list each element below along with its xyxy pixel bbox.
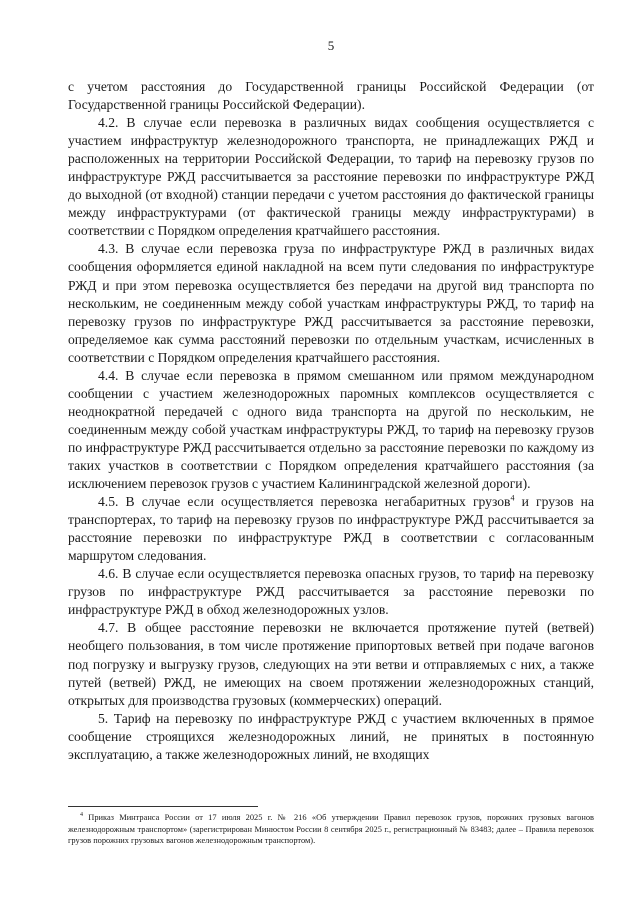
- footnote-reference[interactable]: 4: [510, 493, 515, 503]
- paragraph-4-7: 4.7. В общее расстояние перевозки не включается протяжение путей (ветвей) необщего пользования, в том числе протяжение припортовых ветвей при подаче вагонов под погрузку и выгрузку грузов, следующих на эти ветви и отправляемых с них, а также путей (ветвей) РЖД, не имеющих на своем протяжении железнодорожных станций, открытых для производства грузовых (коммерческих) операций.: [68, 620, 594, 708]
- document-body: [68, 78, 594, 764]
- paragraph-4-6: 4.6. В случае если осуществляется перевозка опасных грузов, то тариф на перевозку грузов по инфраструктуре РЖД рассчитывается за расстояние перевозки по инфраструктуре РЖД в обход железнодорожных узлов.: [68, 566, 594, 618]
- paragraph-4-5-text-after: и грузов на транспортерах, то тариф на перевозку грузов по инфраструктуре РЖД рассчитывается за расстояние перевозки по инфраструктуре РЖД в соответствии с согласованным маршрутом следования.: [68, 494, 594, 564]
- paragraph-continuation: с учетом расстояния до Государственной границы Российской Федерации (от Государственной границы Российской Федерации).: [68, 79, 594, 113]
- footnote-text: Приказ Минтранса России от 17 июля 2025 г. № 216 «Об утверждении Правил перевозок грузов, порожних грузовых вагонов железнодорожным транспортом» (зарегистрирован Минюстом России 8 сентября 2025 г., регистрационный № 83483; далее – Правила перевозок грузов порожних грузовых вагонов железнодорожным транспортом).: [68, 813, 594, 845]
- paragraph-4-5: [68, 493, 594, 565]
- page-number: 5: [327, 38, 335, 53]
- paragraph-4-4: 4.4. В случае если перевозка в прямом смешанном или прямом международном сообщении с участием железнодорожных паромных комплексов осуществляется с неоднократной передачей с одного вида транспорта на другой по нескольким, не соединенным между собой участкам инфраструктуры РЖД, то тариф на перевозку грузов по инфраструктуре РЖД рассчитывается отдельно за расстояние перевозки по каждому из таких участков в соответствии с Порядком определения кратчайшего расстояния (за исключением перевозок грузов с участием Калининградской железной дороги).: [68, 367, 594, 492]
- paragraph-4-3: 4.3. В случае если перевозка груза по инфраструктуре РЖД в различных видах сообщения оформляется единой накладной на всем пути следования по инфраструктуре РЖД и при этом перевозка осуществляется без передачи на другой вид транспорта по нескольким, не соединенным между собой участкам инфраструктуры РЖД, то тариф на перевозку грузов по инфраструктуре РЖД рассчитывается за расстояние перевозки, определяемое как сумма расстояний перевозки по отдельным участкам, исчисленных в соответствии с Порядком определения кратчайшего расстояния.: [68, 241, 594, 365]
- footnote-marker: 4: [80, 812, 83, 819]
- paragraph-5: 5. Тариф на перевозку по инфраструктуре РЖД с участием включенных в прямое сообщение строящихся железнодорожных линий, не принятых в постоянную эксплуатацию, а также железнодорожных линий, не входящих: [68, 710, 594, 762]
- footnote: [68, 812, 594, 847]
- footnote-divider: [68, 806, 258, 807]
- paragraph-4-5-text-before: 4.5. В случае если осуществляется перевозка негабаритных грузов: [98, 494, 511, 510]
- paragraph-4-2: 4.2. В случае если перевозка в различных видах сообщения осуществляется с участием инфраструктур железнодорожного транспорта, не принадлежащих РЖД и расположенных на территории Российской Федерации, то тариф на перевозку грузов по инфраструктуре РЖД рассчитывается за расстояние перевозки по инфраструктуре РЖД до выходной (от входной) станции передачи с учетом расстояния до фактической границы между инфраструктурами (от фактической границы между инфраструктурами) в соответствии с Порядком определения кратчайшего расстояния.: [68, 115, 594, 239]
